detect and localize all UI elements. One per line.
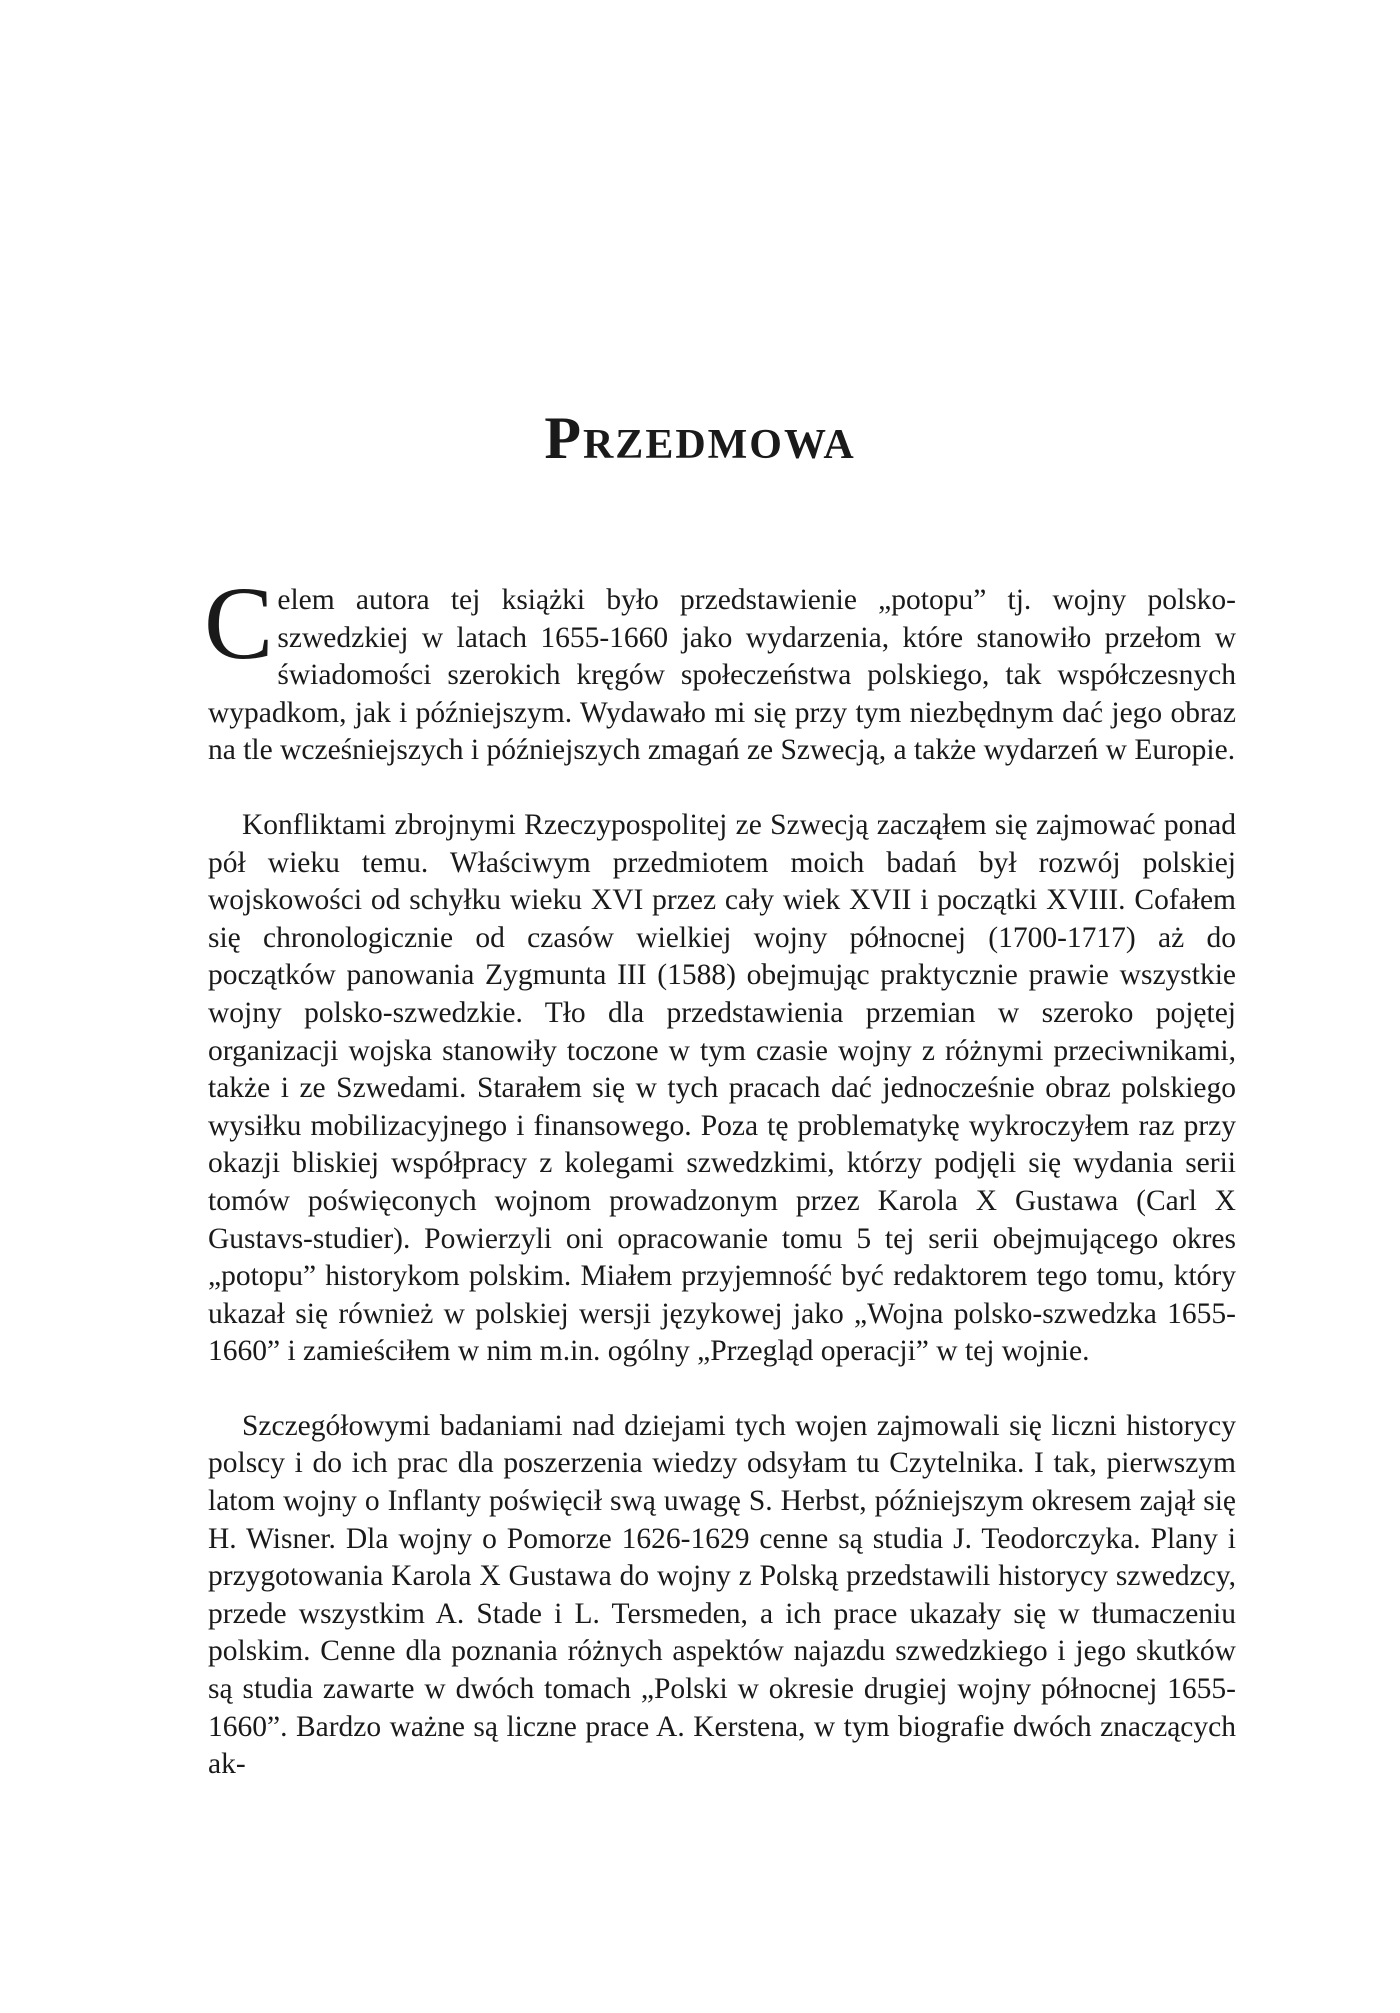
page-title: Przedmowa [544, 405, 856, 471]
paragraph-1-text: elem autora tej książki było przedstawienie „potopu” tj. wojny polsko-szwedzkiej w latach 1655-1660 jako wydarzenia, które stanowiło przełom w świadomości szerokich kręgów społeczeństwa polskiego, tak współczesnych wypadkom, jak i późniejszym. Wydawało mi się przy tym niezbędnym dać jego obraz na tle wcześniejszych i późniejszych zmagań ze Szwecją, a także wydarzeń w Europie. [208, 584, 1236, 767]
drop-cap: C [204, 566, 274, 681]
paragraph-2: Konfliktami zbrojnymi Rzeczypospolitej ze Szwecją zacząłem się zajmować ponad pół wieku temu. Właściwym przedmiotem moich badań był rozwój polskiej wojskowości od schyłku wieku XVI przez cały wiek XVII i początki XVIII. Cofałem się chronologicznie od czasów wielkiej wojny północnej (1700-1717) aż do początków panowania Zygmunta III (1588) obejmując praktycznie prawie wszystkie wojny polsko-szwedzkie. Tło dla przedstawienia przemian w szeroko pojętej organizacji wojska stanowiły toczone w tym czasie wojny z różnymi przeciwnikami, także i ze Szwedami. Starałem się w tych pracach dać jednocześnie obraz polskiego wysiłku mobilizacyjnego i finansowego. Poza tę problematykę wykroczyłem raz przy okazji bliskiej współpracy z kolegami szwedzkimi, którzy podjęli się wydania serii tomów poświęconych wojnom prowadzonym przez Karola X Gustawa (Carl X Gustavs-studier). Powierzyli oni opracowanie tomu 5 tej serii obejmującego okres „potopu” historykom polskim. Miałem przyjemność być redaktorem tego tomu, który ukazał się również w polskiej wersji językowej jako „Wojna polsko-szwedzka 1655-1660” i zamieściłem w nim m.in. ogólny „Przegląd operacji” w tej wojnie. [208, 808, 1236, 1368]
body-text [204, 566, 1236, 1784]
paragraph-1 [204, 566, 1236, 770]
paragraph-3: Szczegółowymi badaniami nad dziejami tych wojen zajmowali się liczni historycy polscy i do ich prac dla poszerzenia wiedzy odsyłam tu Czytelnika. I tak, pierwszym latom wojny o Inflanty poświęcił swą uwagę S. Herbst, późniejszym okresem zajął się H. Wisner. Dla wojny o Pomorze 1626-1629 cenne są studia J. Teodorczyka. Plany i przygotowania Karola X Gustawa do wojny z Polską przedstawili historycy szwedzcy, przede wszystkim A. Stade i L. Tersmeden, a ich prace ukazały się w tłumaczeniu polskim. Cenne dla poznania różnych aspektów najazdu szwedzkiego i jego skutków są studia zawarte w dwóch tomach „Polski w okresie drugiej wojny północnej 1655-1660”. Bardzo ważne są liczne prace A. Kerstena, w tym biografie dwóch znaczących ak- [208, 1409, 1236, 1781]
